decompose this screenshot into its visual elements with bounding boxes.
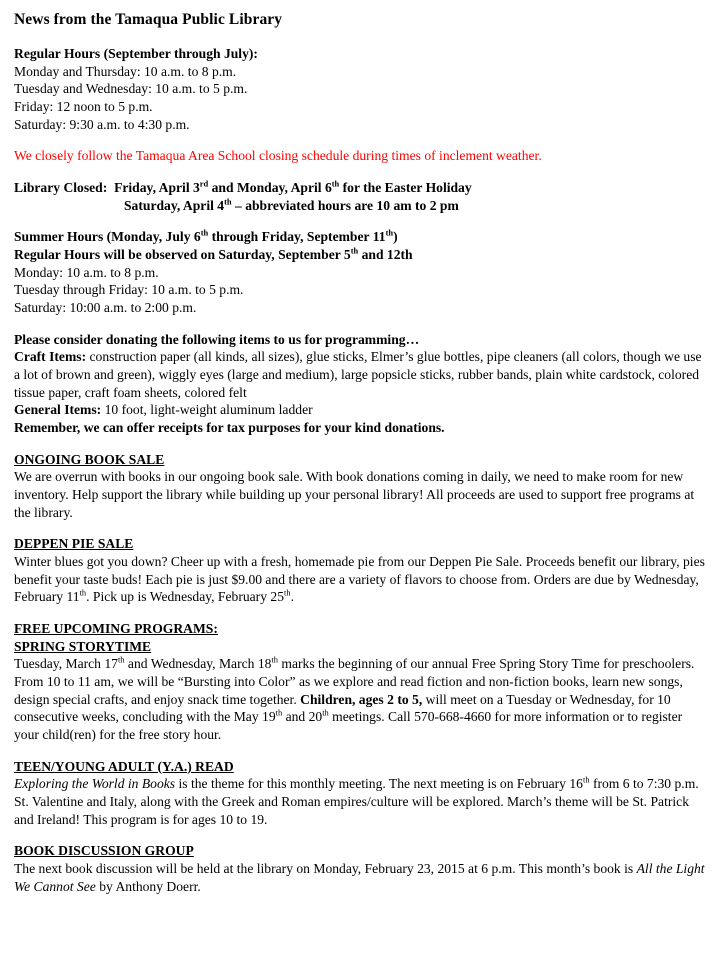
section-heading-free-programs: FREE UPCOMING PROGRAMS: <box>14 621 218 637</box>
storytime-date-2: and Wednesday, March 18 <box>124 656 272 672</box>
closed-date-2: Saturday, April 4 <box>124 197 225 213</box>
craft-items-list: construction paper (all kinds, all sizes), glue sticks, Elmer’s glue bottles, pipe cleaners (all colors, though we use a lot of brown and green), wiggly eyes (large and medium), large popsicle sticks, rubber bands, plain white cardstock, colored tissue paper, craft foam sheets, colored felt <box>14 349 702 400</box>
spacer <box>14 437 705 451</box>
pie-sale-text-end: . <box>290 589 294 605</box>
craft-items <box>14 348 705 401</box>
regular-hours-line: Friday: 12 noon to 5 p.m. <box>14 98 153 114</box>
donations-intro: Please consider donating the following items to us for programming… <box>14 331 420 347</box>
ordinal-suffix: th <box>224 196 232 207</box>
regular-hours-heading: Regular Hours (September through July): <box>14 45 258 61</box>
summer-hours-line: Tuesday through Friday: 10 a.m. to 5 p.m. <box>14 282 244 298</box>
storytime-age-range: Children, ages 2 to 5, <box>300 691 423 707</box>
summer-hours-line: Saturday: 10:00 a.m. to 2:00 p.m. <box>14 299 197 315</box>
book-discussion-author: by Anthony Doerr. <box>95 878 201 894</box>
storytime-contact: meetings. Call 570-668-4660 for more information or to register your child(ren) for the free story hour. <box>14 709 683 743</box>
page-title: News from the Tamaqua Public Library <box>14 11 283 28</box>
spacer <box>14 828 705 842</box>
craft-items-label: Craft Items: <box>14 349 87 365</box>
ya-read-theme-title: Exploring the World in Books <box>14 776 176 792</box>
spacer <box>14 165 705 179</box>
ordinal-suffix: th <box>385 227 394 238</box>
general-items-list: 10 foot, light-weight aluminum ladder <box>101 402 313 418</box>
spacer <box>14 214 705 228</box>
library-closed-label: Library Closed: <box>14 179 108 195</box>
ordinal-suffix: th <box>350 245 359 256</box>
summer-hours-heading <box>14 228 705 246</box>
pie-sale-pickup: . Pick up is Wednesday, February 25 <box>86 589 284 605</box>
ordinal-suffix: th <box>275 707 283 718</box>
donations-receipt-note: Remember, we can offer receipts for tax purposes for your kind donations. <box>14 420 445 436</box>
section-heading-ya-read: TEEN/YOUNG ADULT (Y.A.) READ <box>14 758 234 774</box>
ordinal-suffix: th <box>284 587 291 598</box>
general-items-label: General Items: <box>14 402 102 418</box>
book-sale-body: We are overrun with books in our ongoing book sale. With book donations coming in daily, we need to make room for new inventory. Help support the library while building up your personal library! All proceeds are used to support free programs at the library. <box>14 469 695 520</box>
ordinal-suffix: th <box>117 654 125 665</box>
section-heading-book-sale: ONGOING BOOK SALE <box>14 451 165 467</box>
storytime-description: marks the beginning of our annual Free Spring Story Time for preschoolers. From 10 to 11 am, we will be “Bursting into Color” as we explore and read fiction and non-fiction books, learn new songs, design special crafts, and enjoy snack time together. <box>14 656 695 707</box>
general-items <box>14 401 705 419</box>
book-discussion-body <box>14 860 705 895</box>
library-closed-line-2 <box>14 197 705 215</box>
storytime-final-date: and 20 <box>282 709 323 725</box>
regular-hours-line: Tuesday and Wednesday: 10 a.m. to 5 p.m. <box>14 81 248 97</box>
closed-reason: for the Easter Holiday <box>339 179 472 195</box>
summer-hours-end: ) <box>393 229 398 245</box>
ordinal-suffix: th <box>271 654 278 665</box>
section-heading-pie-sale: DEPPEN PIE SALE <box>14 536 134 552</box>
summer-hours-middle: through Friday, September 11 <box>208 229 386 245</box>
storytime-schedule: will meet on a Tuesday or Wednesday, for 10 consecutive weeks, concluding with the May 19 <box>14 691 671 725</box>
ordinal-suffix: th <box>582 774 590 785</box>
summer-hours-line: Monday: 10 a.m. to 8 p.m. <box>14 264 159 280</box>
storytime-body <box>14 655 705 743</box>
library-closed-line-1 <box>14 179 705 197</box>
pie-sale-text-start: Winter blues got you down? Cheer up with a fresh, homemade pie from our Deppen Pie Sale. Proceeds benefit our library, pies benefit your taste buds! Each pie is just $9.00 and there are a variety of flavors to choose from. Orders are due by Wednesday, February 11 <box>14 554 705 605</box>
summer-hours-start: Summer Hours (Monday, July 6 <box>14 229 201 245</box>
saturday-note-end: and 12th <box>358 246 413 262</box>
saturday-note-start: Regular Hours will be observed on Saturday, September 5 <box>14 246 351 262</box>
spacer <box>14 31 705 45</box>
spacer <box>14 606 705 620</box>
regular-hours-line: Saturday: 9:30 a.m. to 4:30 p.m. <box>14 116 190 132</box>
ya-read-description: is the theme for this monthly meeting. The next meeting is on February 16 <box>175 776 583 792</box>
ya-read-details: from 6 to 7:30 p.m. St. Valentine and Italy, along with the Greek and Roman empires/culture will be explored. March’s theme will be St. Patrick and Ireland! This program is for ages 10 to 19. <box>14 776 699 827</box>
storytime-date-1: Tuesday, March 17 <box>14 656 118 672</box>
book-discussion-title: All the Light We Cannot See <box>14 861 705 894</box>
closed-date-1: Friday, April 3 <box>114 179 200 195</box>
spacer <box>14 521 705 535</box>
ordinal-suffix: th <box>79 587 87 598</box>
section-heading-storytime: SPRING STORYTIME <box>14 638 152 654</box>
book-discussion-details: The next book discussion will be held at the library on Monday, February 23, 2015 at 6 p.m. This month’s book is <box>14 861 637 877</box>
abbreviated-hours: – abbreviated hours are 10 am to 2 pm <box>231 197 459 213</box>
pie-sale-body <box>14 553 705 606</box>
section-heading-book-discussion: BOOK DISCUSSION GROUP <box>14 843 194 859</box>
spacer <box>14 317 705 331</box>
ordinal-suffix: th <box>200 227 209 238</box>
spacer <box>14 133 705 147</box>
closed-conjunction: and Monday, April 6 <box>208 179 332 195</box>
ordinal-suffix: th <box>322 707 329 718</box>
ordinal-suffix: th <box>331 178 340 189</box>
spacer <box>14 744 705 758</box>
summer-hours-subheading <box>14 246 705 264</box>
inclement-weather-notice: We closely follow the Tamaqua Area School closing schedule during times of inclement weather. <box>14 148 542 164</box>
ya-read-body <box>14 775 705 828</box>
regular-hours-line: Monday and Thursday: 10 a.m. to 8 p.m. <box>14 63 237 79</box>
ordinal-suffix: rd <box>199 178 209 189</box>
